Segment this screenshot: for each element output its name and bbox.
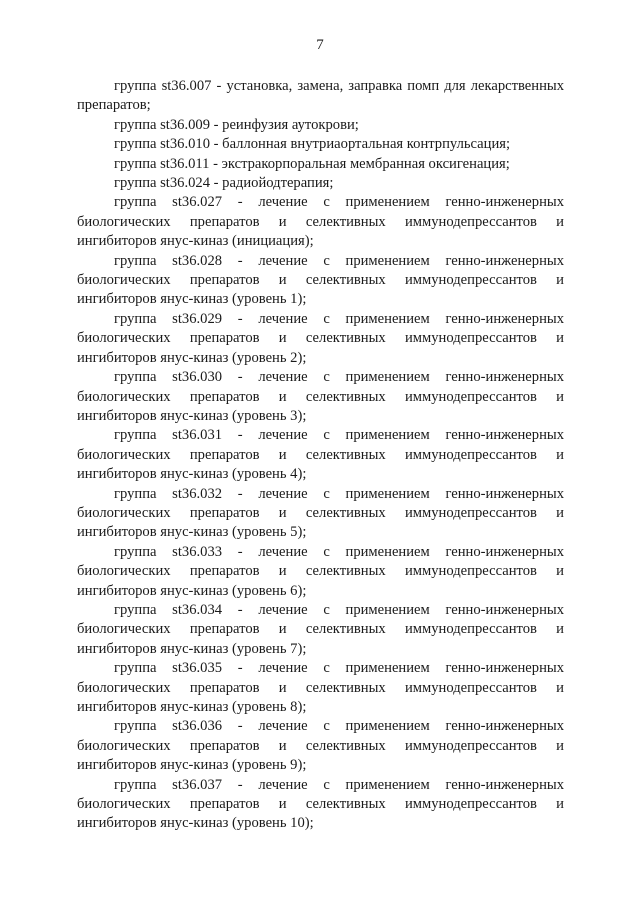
- list-item: группа st36.024 - радиойодтерапия;: [114, 175, 334, 192]
- list-item: группа st36.036 - лечение с применением генно-инженерных биологических препаратов и селективных иммунодепрессантов и ингибиторов янус-киназ (уровень 9);: [77, 718, 564, 774]
- list-item: группа st36.037 - лечение с применением генно-инженерных биологических препаратов и селективных иммунодепрессантов и ингибиторов янус-киназ (уровень 10);: [77, 776, 564, 832]
- list-item: группа st36.033 - лечение с применением генно-инженерных биологических препаратов и селективных иммунодепрессантов и ингибиторов янус-киназ (уровень 6);: [77, 543, 564, 599]
- document-body: [77, 77, 564, 834]
- list-item: группа st36.007 - установка, замена, заправка помп для лекарственных препаратов;: [77, 78, 564, 114]
- list-item: группа st36.029 - лечение с применением генно-инженерных биологических препаратов и селективных иммунодепрессантов и ингибиторов янус-киназ (уровень 2);: [77, 310, 564, 366]
- list-item: группа st36.028 - лечение с применением генно-инженерных биологических препаратов и селективных иммунодепрессантов и ингибиторов янус-киназ (уровень 1);: [77, 252, 564, 308]
- list-item: группа st36.009 - реинфузия аутокрови;: [114, 116, 359, 133]
- list-item: группа st36.011 - экстракорпоральная мембранная оксигенация;: [114, 155, 510, 172]
- list-item: группа st36.030 - лечение с применением генно-инженерных биологических препаратов и селективных иммунодепрессантов и ингибиторов янус-киназ (уровень 3);: [77, 369, 564, 424]
- list-item: группа st36.031 - лечение с применением генно-инженерных биологических препаратов и селективных иммунодепрессантов и ингибиторов янус-киназ (уровень 4);: [77, 427, 564, 483]
- page-number: 7: [316, 37, 324, 53]
- list-item: группа st36.034 - лечение с применением генно-инженерных биологических препаратов и селективных иммунодепрессантов и ингибиторов янус-киназ (уровень 7);: [77, 601, 564, 657]
- list-item: группа st36.032 - лечение с применением генно-инженерных биологических препаратов и селективных иммунодепрессантов и ингибиторов янус-киназ (уровень 5);: [77, 485, 564, 541]
- list-item: группа st36.035 - лечение с применением генно-инженерных биологических препаратов и селективных иммунодепрессантов и ингибиторов янус-киназ (уровень 8);: [77, 660, 564, 715]
- list-item: группа st36.010 - баллонная внутриаортальная контрпульсация;: [114, 136, 511, 153]
- list-item: группа st36.027 - лечение с применением генно-инженерных биологических препаратов и селективных иммунодепрессантов и ингибиторов янус-киназ (инициация);: [77, 194, 564, 250]
